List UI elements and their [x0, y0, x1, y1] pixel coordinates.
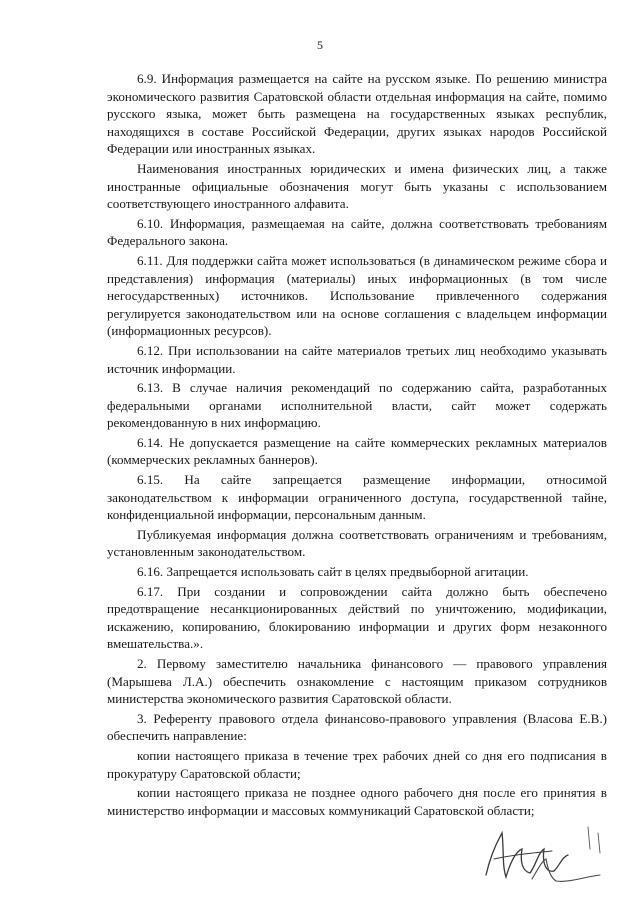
- document-body: [107, 70, 607, 821]
- paragraph-foreign-names: Наименования иностранных юридических и имена физических лиц, а также иностранные официальные обозначения могут быть указаны с использованием соответствующего иностранного алфавита.: [107, 160, 607, 212]
- paragraph-item-3: 3. Референту правового отдела финансово-правового управления (Власова Е.В.) обеспечить направление:: [107, 710, 607, 744]
- paragraph-6-15: 6.15. На сайте запрещается размещение информации, относимой законодательством к информации ограниченного доступа, государственной тайне, конфиденциальной информации, персональным данным.: [107, 472, 607, 523]
- paragraph-6-10: 6.10. Информация, размещаемая на сайте, должна соответствовать требованиям Федерального закона.: [107, 215, 607, 249]
- paragraph-6-11: 6.11. Для поддержки сайта может использоваться (в динамическом режиме сбора и представления) информация (материалы) иных информационных (в том числе негосударственных) источников. Использование привлеченного содержания регулируется законодательством или на основе соглашения с владельцем информации (информационных ресурсов).: [107, 252, 607, 339]
- paragraph-6-17: 6.17. При создании и сопровождении сайта должно быть обеспечено предотвращение несанкционированных действий по уничтожению, модификации, искажению, копированию, блокированию информации и других форм незаконного вмешательства.».: [107, 583, 607, 652]
- paragraph-6-16: 6.16. Запрещается использовать сайт в целях предвыборной агитации.: [137, 564, 529, 580]
- handwritten-signature: [472, 819, 612, 891]
- paragraph-6-9: 6.9. Информация размещается на сайте на русском языке. По решению министра экономического развития Саратовской области отдельная информация на сайте, помимо русского языка, может быть размещена на государственных языках республик, находящихся в составе Российской Федерации, других языках народов Российской Федерации или иностранных языках.: [107, 71, 607, 157]
- paragraph-published-info: Публикуемая информация должна соответствовать ограничениям и требованиям, установленным законодательством.: [107, 526, 607, 560]
- page-number: 5: [317, 38, 323, 52]
- paragraph-6-14: 6.14. Не допускается размещение на сайте коммерческих рекламных материалов (коммерческих рекламных баннеров).: [107, 434, 607, 468]
- paragraph-6-12: 6.12. При использовании на сайте материалов третьих лиц необходимо указывать источник информации.: [107, 342, 607, 376]
- paragraph-item-2: 2. Первому заместителю начальника финансового — правового управления (Марышева Л.А.) обеспечить ознакомление с настоящим приказом сотрудников министерства экономического развития Саратовской области.: [107, 656, 607, 707]
- paragraph-copy-prosecutor: копии настоящего приказа в течение трех рабочих дней со дня его подписания в прокуратуру Саратовской области;: [107, 747, 607, 781]
- paragraph-copy-ministry: копии настоящего приказа не позднее одного рабочего дня после его принятия в министерство информации и массовых коммуникаций Саратовской области;: [107, 785, 607, 818]
- paragraph-6-13: 6.13. В случае наличия рекомендаций по содержанию сайта, разработанных федеральными органами исполнительной власти, сайт может содержать рекомендованную в них информацию.: [107, 380, 607, 431]
